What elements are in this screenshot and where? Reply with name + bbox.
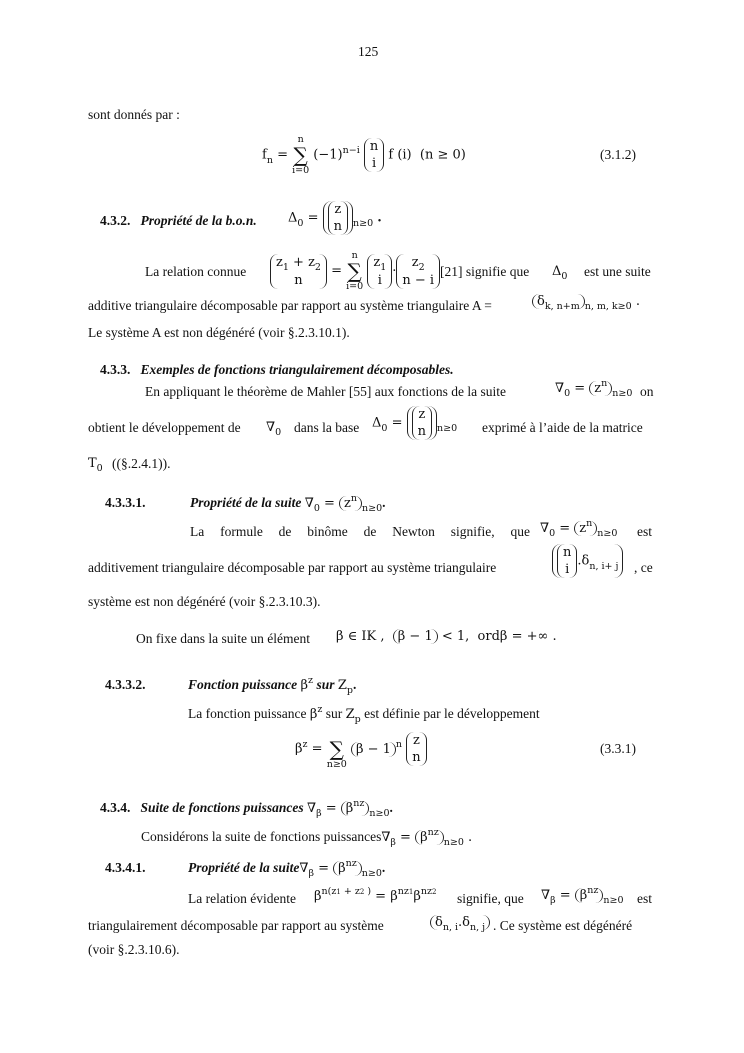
paragraph-text: On fixe dans la suite un élément: [136, 631, 310, 646]
paragraph-text: Considérons la suite de fonctions puissances: [141, 829, 382, 844]
formula-nabla0-inline: $\nabla_0$: [266, 420, 282, 438]
paragraph-text: La relation évidente: [188, 891, 296, 906]
section-number: 4.3.2.: [100, 213, 131, 228]
section-heading-4-3-3-1: [105, 495, 146, 511]
paragraph-text: (voir §.2.3.10.6).: [88, 942, 180, 957]
paragraph-text: on: [640, 384, 654, 399]
section-title: Propriété de la suite: [188, 860, 300, 875]
formula-system-a: $\delta_{k, n+m}$ $_{n, m, k\ge 0}$ .: [532, 294, 640, 309]
section-number: 4.3.3.1.: [105, 495, 146, 510]
paragraph-text: dans la base: [294, 420, 360, 435]
formula-delta0-inline: $\Delta_0$: [552, 264, 568, 282]
paragraph-text: est une suite: [584, 264, 651, 279]
section-heading-4-3-3: [100, 362, 454, 378]
paragraph-text: , ce: [634, 560, 653, 575]
paragraph-line: La fonction puissance $\beta^z$ sur $Z_p$ est définie par le développement: [188, 704, 540, 725]
paragraph-text: obtient le développement de: [88, 420, 241, 435]
paragraph-text: La relation connue: [145, 264, 247, 279]
section-heading-4-3-2: [100, 213, 257, 229]
formula-system-degenerate: $\delta_{n, i}.\delta_{n, j}$: [430, 915, 490, 930]
paragraph-line: La formule de binôme de Newton signifie, que: [190, 524, 530, 539]
paragraph-text: exprimé à l’aide de la matrice: [482, 420, 643, 435]
section-title-sur: sur: [316, 677, 335, 692]
paragraph-text: est définie par le développement: [364, 706, 540, 721]
section-title: Propriété de la suite: [190, 495, 302, 510]
formula-nabla-beta: $\nabla_\beta = \beta^{nz}_{n\ge 0}$: [541, 885, 624, 906]
section-number: 4.3.4.: [100, 800, 131, 815]
section-title-4-3-3-1: Propriété de la suite $\nabla_0 = z^n_{n\ge 0}$.: [190, 493, 386, 514]
section-heading-4-3-3-2: [105, 677, 146, 693]
section-heading-4-3-4-1: [105, 860, 146, 876]
section-number: 4.3.3.2.: [105, 677, 146, 692]
paragraph-text: est: [637, 891, 652, 906]
paragraph-text: . Ce système est dégénéré: [493, 918, 633, 933]
formula-t0: $T_0$: [88, 456, 103, 474]
paragraph-line: Considérons la suite de fonctions $puissances\nabla_\beta = \beta^{nz}_{n\ge 0}$ .: [141, 827, 473, 848]
paragraph-text: est: [637, 524, 652, 539]
paragraph-text: sur: [325, 706, 343, 721]
paragraph-text: système est non dégénéré (voir §.2.3.10.3).: [88, 594, 321, 609]
section-title: Propriété de la b.o.n.: [140, 213, 257, 228]
section-title: Fonction puissance: [188, 677, 298, 692]
paragraph-text: [21] signifie que: [440, 264, 530, 279]
section-number: 4.3.3.: [100, 362, 131, 377]
paragraph-text: additivement triangulaire décomposable par rapport au système triangulaire: [88, 560, 497, 575]
section-title: Suite de fonctions puissances: [140, 800, 304, 815]
formula-delta0: $\Delta_0 = z$ n $_{n\ge 0}$ .: [288, 202, 382, 234]
paragraph-text: triangulairement décomposable par rapport au système: [88, 918, 384, 933]
paragraph-text: En appliquant le théorème de Mahler [55] aux fonctions de la suite: [145, 384, 507, 399]
formula-nabla0-newton: $\nabla_0 = z^n_{n\ge 0}$: [540, 518, 618, 539]
paragraph-text: ((§.2.4.1)).: [112, 456, 171, 471]
paragraph-text: La fonction puissance: [188, 706, 307, 721]
formula-beta-conditions: β ∈ IK , β − 1 < 1, ordβ = +∞ .: [336, 629, 557, 644]
section-heading-4-3-4: 4.3.4. Suite de fonctions puissances $\nabla_\beta = \beta^{nz}_{n\ge 0}$.: [100, 798, 393, 819]
formula-nabla0: $\nabla_0 = z^n_{n\ge 0}$: [555, 378, 633, 399]
page-number: 125: [358, 44, 379, 59]
paragraph-text: signifie, que: [457, 891, 524, 906]
equation-3-3-1: $\beta^z$ = ∑ n≥0 β − 1 $^n$ z n: [295, 728, 427, 770]
equation-3-1-2: $f_n$ = n ∑ i=0 $(-1)^{n-i}$ n i f (i) (n ≥ 0): [262, 134, 466, 176]
equation-number: (3.1.2): [600, 147, 636, 162]
section-number: 4.3.4.1.: [105, 860, 146, 875]
paragraph-text: [190, 524, 530, 540]
section-title-4-3-3-2: Fonction puissance $\beta^z$ sur $Z_p$.: [188, 675, 357, 696]
section-title-4-3-4-1: Propriété de la $suite\nabla_\beta = \beta^{nz}_{n\ge 0}$.: [188, 858, 386, 879]
intro-text: sont donnés par :: [88, 107, 180, 122]
formula-system-newton: n $i.\delta_{n, i+ j}$: [552, 544, 623, 578]
section-title: Exemples de fonctions triangulairement décomposables.: [140, 362, 454, 377]
formula-beta-product: $\beta^{n(z1 + z2 )} = \beta^{nz1}\beta^{nz2}$: [314, 886, 437, 904]
formula-vandermonde: $z_1 + z_2$ n = n ∑ i=0 $z_1$ $i\cdot z_2$ n − i: [270, 250, 440, 292]
paragraph-text: Le système A est non dégénéré (voir §.2.3.10.1).: [88, 325, 350, 340]
paragraph-text: additive triangulaire décomposable par rapport au système triangulaire A =: [88, 298, 492, 313]
equation-number: (3.3.1): [600, 741, 636, 756]
formula-delta0-base: $\Delta_0 = z$ n $_{n\ge 0}$: [372, 407, 458, 439]
